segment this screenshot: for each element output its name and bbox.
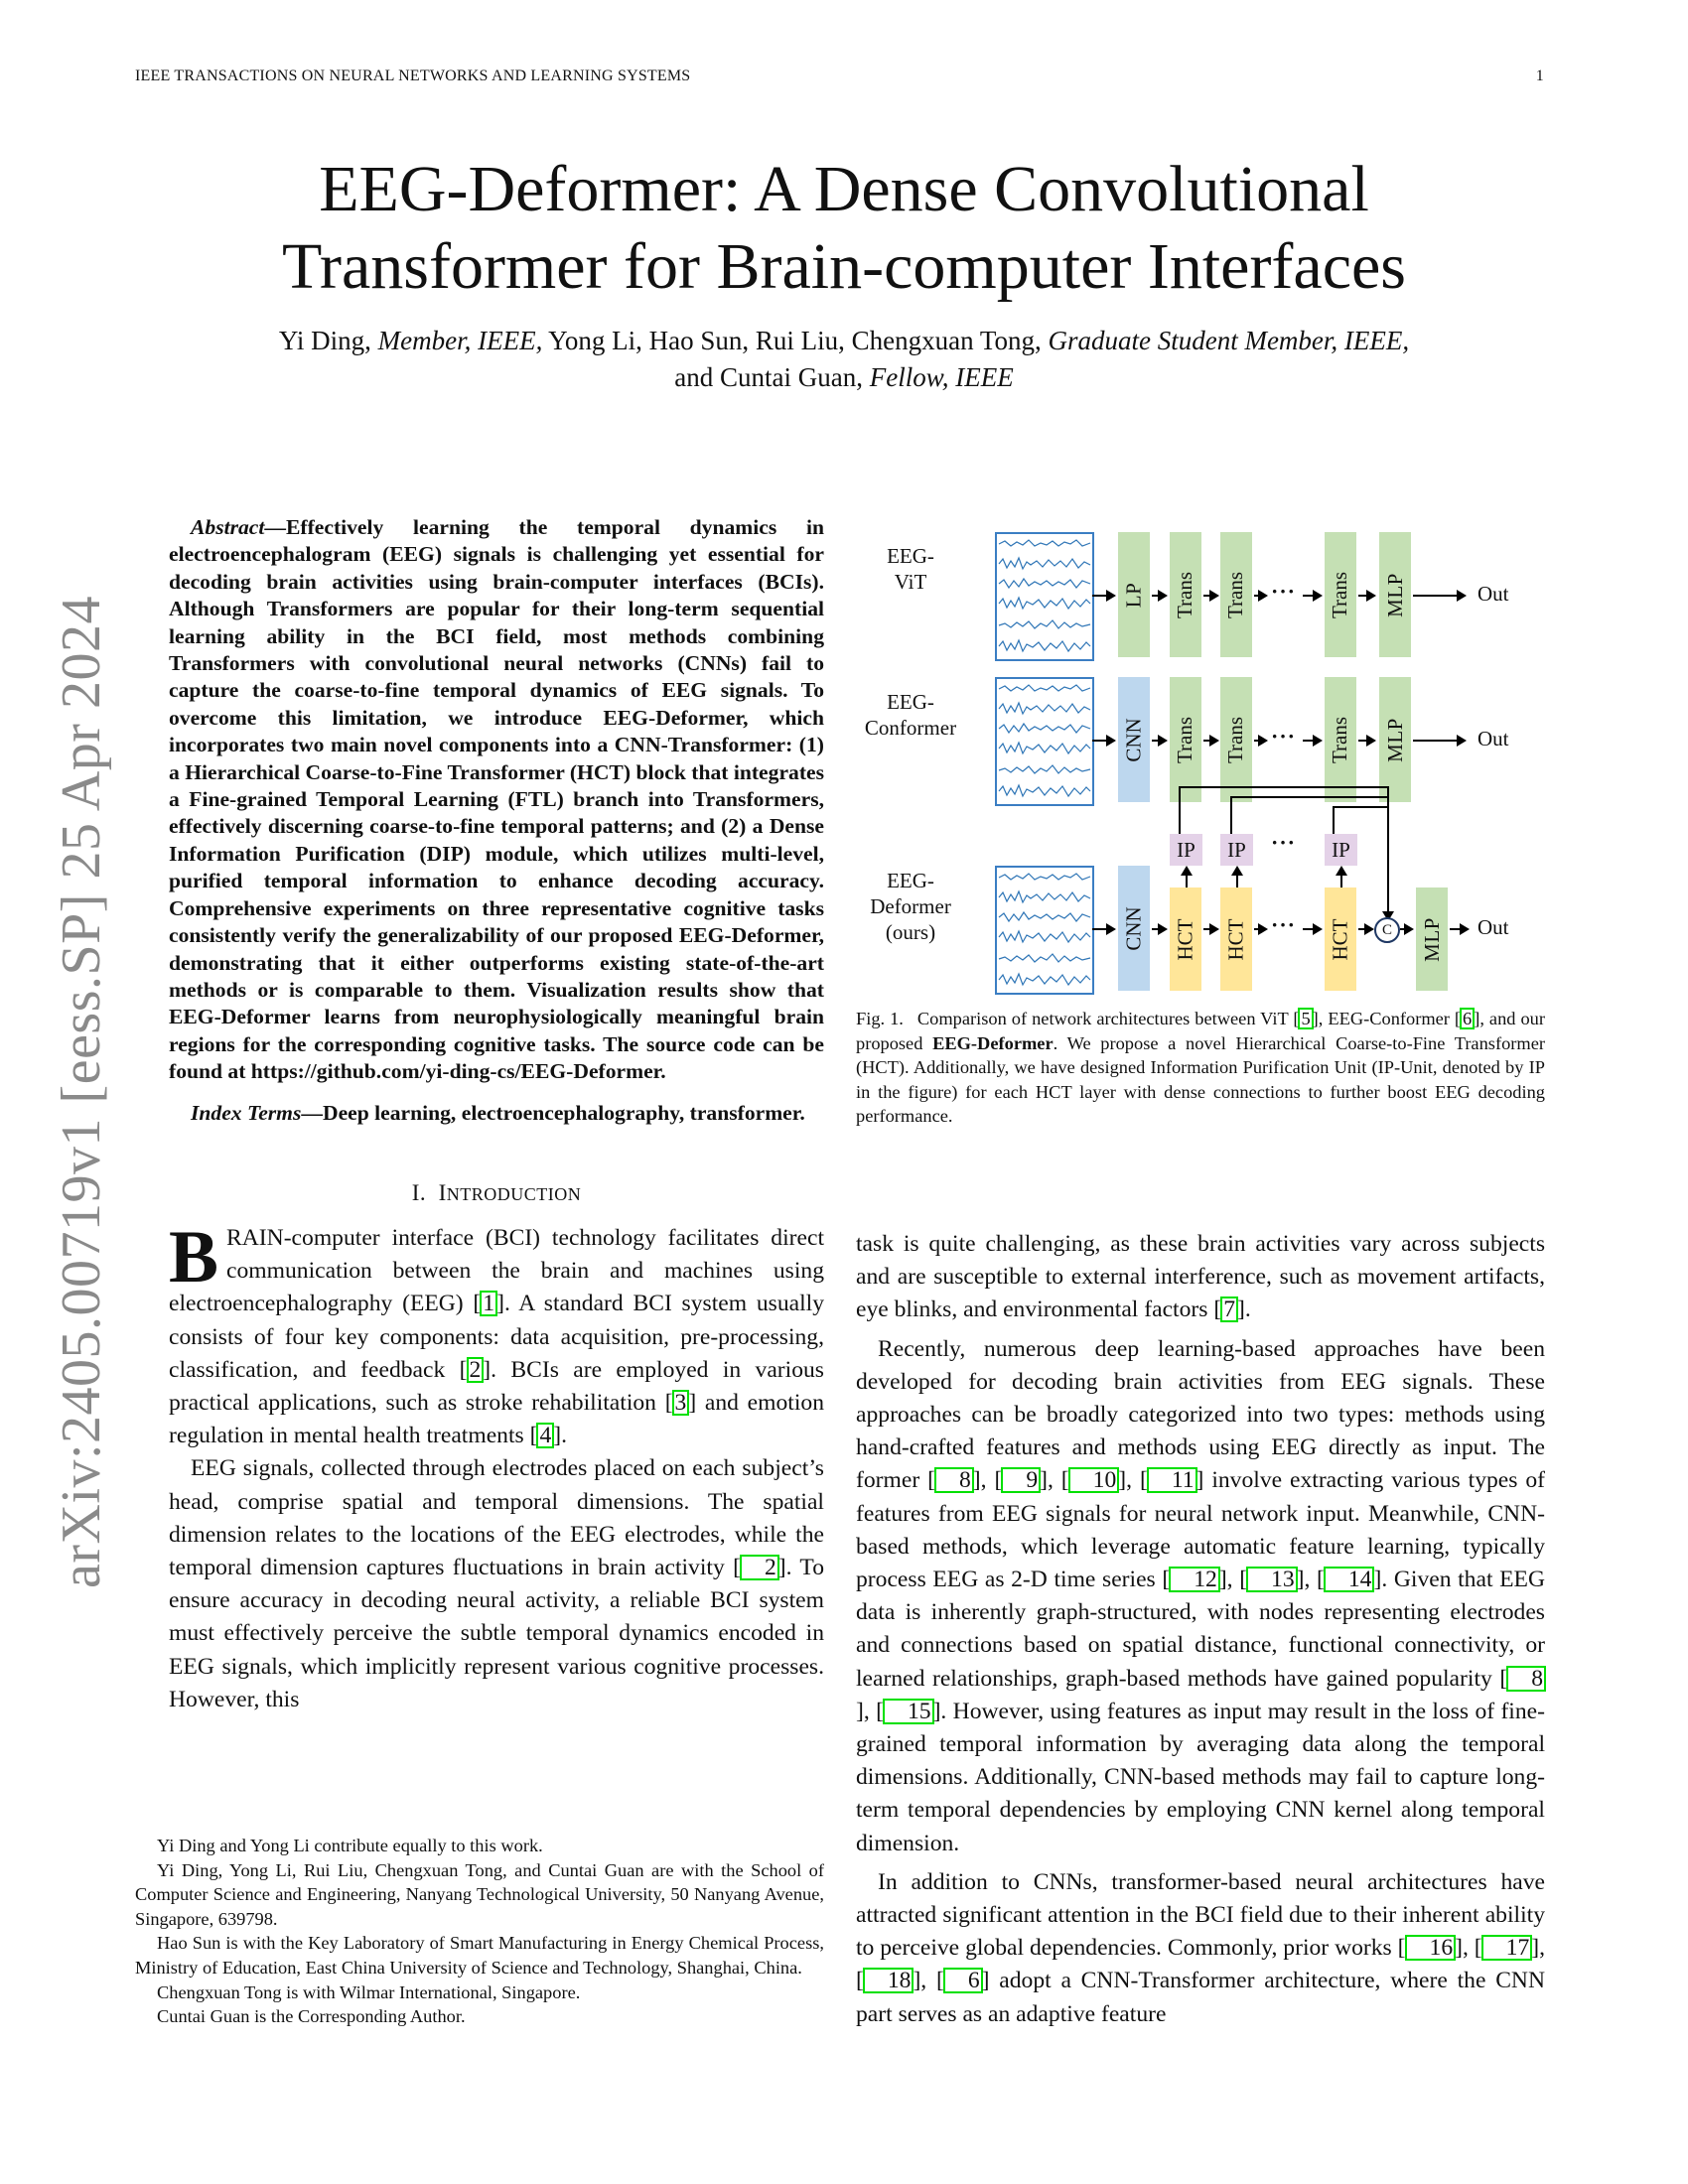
footnote: Yi Ding, Yong Li, Rui Liu, Chengxuan Tong, and Cuntai Guan are with the School of Computer Science and Engineering, Nanyang Technological University, 50 Nanyang Avenue, Singapore, 639798. <box>135 1859 824 1929</box>
citation-link[interactable]: 12 <box>1169 1567 1220 1592</box>
citation-link[interactable]: 6 <box>1460 1008 1475 1029</box>
block-lp: LP <box>1118 532 1150 657</box>
dense-connection-line <box>1179 786 1389 788</box>
author-role: Graduate Student Member, IEEE, <box>1048 326 1410 355</box>
block-trans: Trans <box>1325 532 1356 657</box>
ellipsis: ··· <box>1271 912 1297 937</box>
abstract-text: —Effectively learning the temporal dynamics in electroencephalogram (EEG) signals is challenging yet essential for decoding brain activities using brain-computer interfaces (BCIs). Although Transformers are popular for their long-term sequential learning ability in the BCI field, most methods combining Transformers with convolutional neural networks (CNNs) fail to capture the coarse-to-fine temporal dynamics of EEG signals. To overcome this limitation, we introduce EEG-Deformer, which incorporates two main novel components into a CNN-Transformer: (1) a Hierarchical Coarse-to-Fine Transformer (HCT) block that integrates a Fine-grained Temporal Learning (FTL) branch into Transformers, effectively discerning coarse-to-fine temporal patterns; and (2) a Dense Information Purification (DIP) module, which utilizes multi-level, purified temporal information to enhance decoding accuracy. Comprehensive experiments on three representative cognitive tasks consistently verify the generalizability of our proposed EEG-Deformer, demonstrating that it either outperforms existing state-of-the-art methods or is comparable to them. Visualization results show that EEG-Deformer learns from neurophysiologically meaningful brain regions for the corresponding cognitive tasks. The source code can be found at https://github.com/yi-ding-cs/EEG-Deformer. <box>169 515 824 1084</box>
figure-caption: Fig. 1. Comparison of network architectures between ViT [ 5 ], EEG-Conformer [ 6 ], and our proposed EEG-Deformer. We propose a novel Hierarchical Coarse-to-Fine Transformer (HCT). Additionally, we have designed Information Purification Unit (IP-Unit, denoted by IP in the figure) for each HCT layer with dense connections to further boost EEG decoding performance. <box>856 1009 1545 1127</box>
dense-connection-line <box>1230 796 1232 834</box>
arrow-icon <box>1152 595 1166 597</box>
row-label-eeg-conformer: EEG- Conformer <box>864 690 957 740</box>
block-hct: HCT <box>1325 887 1356 991</box>
arrowhead-icon <box>1336 866 1347 876</box>
arrowhead-icon <box>1181 866 1193 876</box>
block-ip: IP <box>1170 834 1202 866</box>
dense-connection-line <box>1333 806 1389 808</box>
arrow-icon <box>1203 595 1217 597</box>
citation-link[interactable]: 16 <box>1405 1935 1457 1961</box>
footnote: Hao Sun is with the Key Laboratory of Smart Manufacturing in Energy Chemical Process, Ministry of Education, East China University of Science and Technology, Shanghai, China. <box>135 1933 824 1978</box>
running-header <box>135 68 1544 85</box>
arrow-icon <box>1303 928 1321 930</box>
arrow-icon <box>1358 740 1374 742</box>
output-label: Out <box>1477 582 1509 606</box>
intro-paragraph-4: In addition to CNNs, transformer-based neural architectures have attracted significant attention in the BCI field due to their inherent ability to perceive global dependencies. Commonly, prior works [ 16], [ 17], [ 18], [ 6] adopt a CNN-Transformer architecture, where the CNN part serves as an adaptive feature <box>856 1868 1546 2027</box>
arrow-icon <box>1303 595 1321 597</box>
arrow-icon <box>1400 928 1412 930</box>
index-terms-text: —Deep learning, electroencephalography, transformer. <box>301 1100 805 1125</box>
block-hct: HCT <box>1220 887 1252 991</box>
citation-link[interactable]: 3 <box>672 1390 690 1416</box>
eeg-waveform-icon <box>997 534 1092 659</box>
author-line-2 <box>0 359 1688 396</box>
arrow-icon <box>1203 740 1217 742</box>
block-hct: HCT <box>1170 887 1201 991</box>
author-role: Fellow, IEEE <box>869 362 1014 392</box>
index-terms-label: Index Terms <box>191 1100 302 1125</box>
block-cnn: CNN <box>1118 866 1150 991</box>
footnote: Cuntai Guan is the Corresponding Author. <box>157 2006 466 2027</box>
citation-link[interactable]: 13 <box>1246 1567 1298 1592</box>
output-label: Out <box>1477 727 1509 751</box>
dense-connection-line <box>1387 786 1389 915</box>
arrow-icon <box>1092 928 1114 930</box>
citation-link[interactable]: 18 <box>863 1968 914 1993</box>
output-label: Out <box>1477 915 1509 939</box>
citation-link[interactable]: 15 <box>883 1699 934 1724</box>
intro-paragraph-continued: task is quite challenging, as these brain activities vary across subjects and are susceptible to external interference, such as movement artifacts, eye blinks, and environmental factors [7]. <box>856 1231 1545 1323</box>
paper-title <box>0 151 1688 306</box>
block-trans: Trans <box>1170 677 1201 802</box>
citation-link[interactable]: 2 <box>467 1357 485 1383</box>
arrow-icon <box>1254 740 1266 742</box>
title-line-1: EEG-Deformer: A Dense Convolutional <box>319 153 1369 225</box>
citation-link[interactable]: 8 <box>1506 1666 1546 1692</box>
citation-link[interactable]: 6 <box>943 1968 983 1993</box>
right-column <box>856 1228 1545 2031</box>
citation-link[interactable]: 14 <box>1324 1567 1375 1592</box>
eeg-signal-image <box>995 866 1094 995</box>
eeg-waveform-icon <box>997 868 1092 993</box>
abstract-label: Abstract <box>191 515 265 539</box>
arxiv-stamp: arXiv:2405.00719v1 [eess.SP] 25 Apr 2024 <box>51 596 112 1588</box>
ellipsis: ··· <box>1271 724 1297 749</box>
dense-connection-line <box>1179 786 1181 834</box>
model-name-bold: EEG-Deformer <box>932 1032 1054 1053</box>
citation-link[interactable]: 17 <box>1481 1935 1533 1961</box>
citation-link[interactable]: 2 <box>740 1555 779 1580</box>
arrow-icon <box>1450 928 1468 930</box>
arrow-icon <box>1152 740 1166 742</box>
arrow-icon <box>1092 740 1114 742</box>
arrow-icon <box>1413 740 1465 742</box>
dense-connection-line <box>1333 806 1335 834</box>
eeg-waveform-icon <box>997 679 1092 804</box>
figure-label: Fig. 1. <box>856 1009 904 1028</box>
author-name: Yi Ding, <box>278 326 371 355</box>
row-label-eeg-deformer: EEG- Deformer (ours) <box>870 869 951 944</box>
citation-link[interactable]: 5 <box>1298 1008 1313 1029</box>
intro-paragraph-2: EEG signals, collected through electrodes placed on each subject’s head, comprise spatial and temporal dimensions. The spatial dimension relates to the locations of the EEG electrodes, while the temporal dimension captures fluctuations in brain activity [ 2]. To ensure accuracy in decoding neural activity, a reliable BCI system must effectively perceive the subtle temporal dynamics encoded in EEG signals, which implicitly represent various cognitive processes. However, this <box>169 1455 824 1712</box>
block-trans: Trans <box>1170 532 1201 657</box>
title-line-2: Transformer for Brain-computer Interfaces <box>282 230 1406 303</box>
eeg-signal-image <box>995 532 1094 661</box>
author-list <box>0 323 1688 396</box>
arrow-icon <box>1254 928 1266 930</box>
abstract <box>169 514 824 1086</box>
row-label-eeg-vit: EEG- ViT <box>887 544 934 594</box>
footnote: Chengxuan Tong is with Wilmar International, Singapore. <box>157 1981 581 2002</box>
figure-architecture-comparison <box>856 524 1551 971</box>
drop-cap: B <box>169 1215 219 1298</box>
block-cnn: CNN <box>1118 677 1150 802</box>
citation-link[interactable]: 4 <box>536 1423 554 1448</box>
arrowhead-icon <box>1231 866 1243 876</box>
arrow-icon <box>1254 595 1266 597</box>
arrow-icon <box>1203 928 1217 930</box>
citation-link[interactable]: 10 <box>1068 1467 1120 1493</box>
arrow-icon <box>1303 740 1321 742</box>
footnote: Yi Ding and Yong Li contribute equally to this work. <box>157 1836 543 1855</box>
citation-link[interactable]: 1 <box>480 1291 497 1316</box>
block-mlp: MLP <box>1379 532 1411 657</box>
intro-paragraph-1: BRAIN-computer interface (BCI) technology facilitates direct communication between the brain and machines using electroencephalography (EEG) [1]. A standard BCI system usually consists of four key components: data acquisition, pre-processing, classification, and feedback [2]. BCIs are employed in various practical applications, such as stroke rehabilitation [3] and emotion regulation in mental health treatments [4]. <box>169 1215 825 1449</box>
arrow-icon <box>1092 595 1114 597</box>
intro-paragraph-3: Recently, numerous deep learning-based approaches have been developed for decoding brain activities from EEG signals. These approaches can be broadly categorized into two types: methods using hand-crafted features and methods using EEG directly as input. The former [ 8], [ 9], [ 10], [ 11] involve extracting various types of features from EEG signals for neural network input. Meanwhile, CNN-based methods, which leverage automatic feature learning, typically process EEG as 2-D time series [ 12], [ 13], [ 14]. Given that EEG data is inherently graph-structured, with nodes representing electrodes and connections based on spatial distance, functional connectivity, or learned relationships, graph-based methods have gained popularity [ 8], [ 15]. However, using features as input may result in the loss of fine-grained temporal information by averaging data along the temporal dimensions. Additionally, CNN-based methods may fail to capture long-term temporal dependencies by employing CNN kernel along temporal dimension. <box>856 1335 1546 1856</box>
citation-link[interactable]: 7 <box>1220 1297 1238 1322</box>
concat-icon: C <box>1374 917 1400 943</box>
journal-name: IEEE TRANSACTIONS ON NEURAL NETWORKS AND LEARNING SYSTEMS <box>135 68 691 84</box>
footnotes <box>135 1834 824 2029</box>
block-trans: Trans <box>1325 677 1356 802</box>
arrow-icon <box>1152 928 1166 930</box>
section-heading-introduction: I. INTRODUCTION <box>411 1179 582 1205</box>
block-trans: Trans <box>1220 532 1252 657</box>
left-column <box>169 514 824 1716</box>
author-name: and Cuntai Guan, <box>674 362 863 392</box>
page-number: 1 <box>1535 68 1544 84</box>
arrow-icon <box>1358 928 1372 930</box>
citation-link[interactable]: 11 <box>1147 1467 1197 1493</box>
block-trans: Trans <box>1220 677 1252 802</box>
ellipsis: ··· <box>1271 579 1297 604</box>
eeg-signal-image <box>995 677 1094 806</box>
citation-link[interactable]: 8 <box>934 1467 974 1493</box>
ellipsis: ··· <box>1271 830 1297 855</box>
block-ip: IP <box>1325 834 1357 866</box>
block-ip: IP <box>1220 834 1253 866</box>
block-mlp: MLP <box>1379 677 1411 802</box>
arrow-icon <box>1358 595 1374 597</box>
dense-connection-line <box>1230 796 1389 798</box>
author-name: Yong Li, Hao Sun, Rui Liu, Chengxuan Tong, <box>548 326 1042 355</box>
index-terms <box>169 1100 824 1127</box>
block-mlp: MLP <box>1416 887 1448 991</box>
author-line-1 <box>0 323 1688 359</box>
citation-link[interactable]: 9 <box>1001 1467 1041 1493</box>
author-role: Member, IEEE, <box>377 326 543 355</box>
arrow-icon <box>1413 595 1465 597</box>
